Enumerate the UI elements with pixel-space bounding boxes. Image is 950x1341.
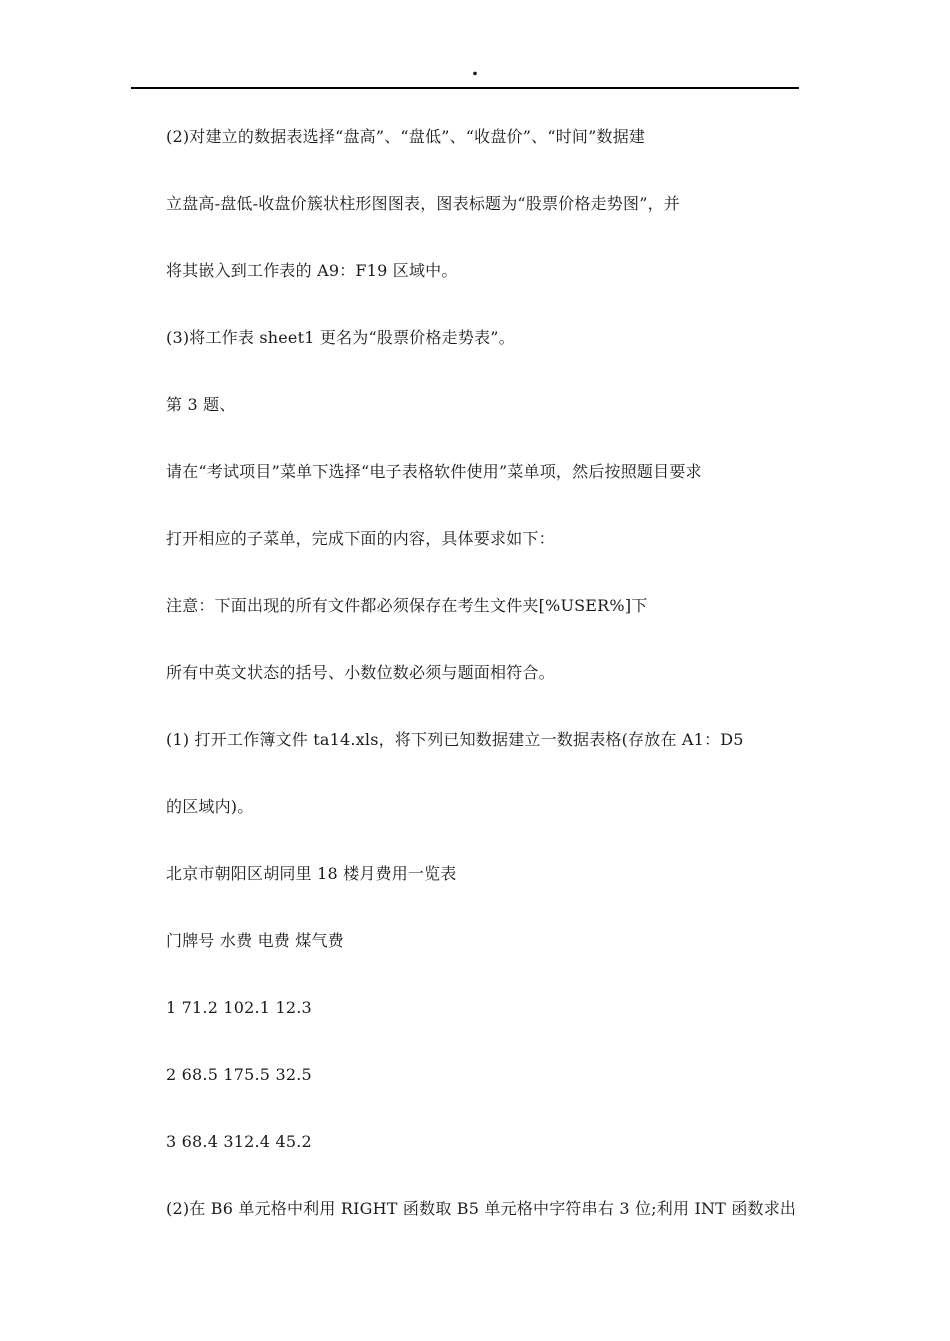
- table-row: 3 68.4 312.4 45.2: [166, 1132, 312, 1151]
- text-line: 立盘高-盘低-收盘价簇状柱形图图表，图表标题为“股票价格走势图”，并: [166, 194, 680, 213]
- table-row: 1 71.2 102.1 12.3: [166, 998, 312, 1017]
- text-line: (2)在 B6 单元格中利用 RIGHT 函数取 B5 单元格中字符串右 3 位;利用 INT 函数求出: [166, 1199, 797, 1218]
- note-line: 注意：下面出现的所有文件都必须保存在考生文件夹[%USER%]下: [166, 596, 648, 615]
- header-rule: [131, 87, 799, 89]
- text-line: 所有中英文状态的括号、小数位数必须与题面相符合。: [166, 663, 555, 682]
- text-line: 将其嵌入到工作表的 A9：F19 区域中。: [166, 261, 458, 280]
- text-line: (2)对建立的数据表选择“盘高”、“盘低”、“收盘价”、“时间”数据建: [166, 127, 646, 146]
- header-mark: .: [471, 56, 479, 80]
- text-line: (3)将工作表 sheet1 更名为“股票价格走势表”。: [166, 328, 515, 347]
- text-line: 打开相应的子菜单，完成下面的内容，具体要求如下：: [166, 529, 555, 548]
- table-title: 北京市朝阳区胡同里 18 楼月费用一览表: [166, 864, 457, 883]
- text-line: 请在“考试项目”菜单下选择“电子表格软件使用”菜单项，然后按照题目要求: [166, 462, 702, 481]
- table-row: 2 68.5 175.5 32.5: [166, 1065, 312, 1084]
- text-line: (1) 打开工作簿文件 ta14.xls，将下列已知数据建立一数据表格(存放在 A1：D5: [166, 730, 744, 749]
- document-body: [166, 118, 866, 1257]
- section-heading: 第 3 题、: [166, 395, 236, 414]
- text-line: 的区域内)。: [166, 797, 254, 816]
- table-header-row: 门牌号 水费 电费 煤气费: [166, 931, 344, 950]
